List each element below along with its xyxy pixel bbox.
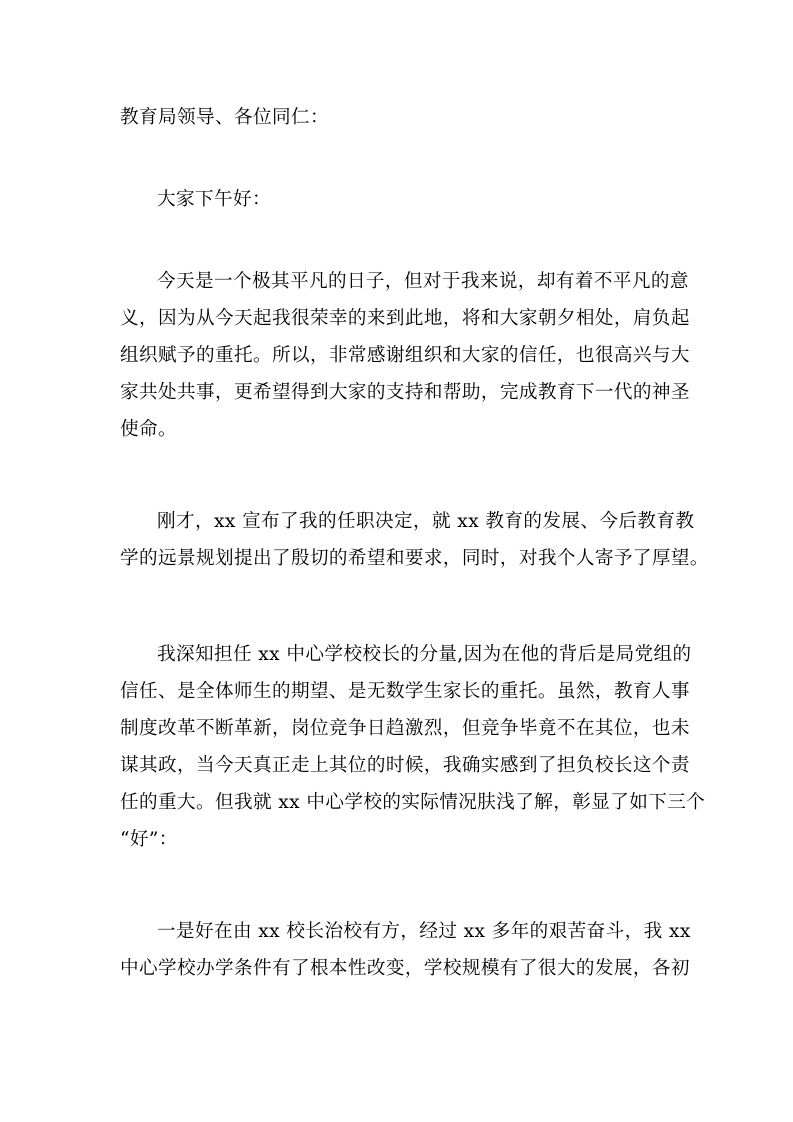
- greeting: 大家下午好：: [157, 189, 271, 210]
- paragraph-line: 信任、是全体师生的期望、是无数学生家长的重托。虽然，教育人事: [120, 681, 690, 702]
- paragraph-line: 刚才，xx 宣布了我的任职决定，就 xx 教育的发展、今后教育教: [157, 511, 695, 532]
- salutation: 教育局领导、各位同仁：: [120, 107, 329, 128]
- paragraph-line: 任的重大。但我就 xx 中心学校的实际情况肤浅了解，彰显了如下三个: [120, 792, 706, 813]
- paragraph-line: 谋其政，当今天真正走上其位的时候，我确实感到了担负校长这个责: [120, 755, 690, 776]
- paragraph-line: “好”：: [120, 829, 178, 850]
- paragraph-line: 我深知担任 xx 中心学校校长的分量,因为在他的背后是局党组的: [157, 644, 692, 665]
- paragraph-line: 组织赋予的重托。所以，非常感谢组织和大家的信任，也很高兴与大: [120, 345, 690, 366]
- paragraph-line: 学的远景规划提出了殷切的希望和要求，同时，对我个人寄予了厚望。: [120, 548, 709, 569]
- paragraph-line: 中心学校办学条件有了根本性改变，学校规模有了很大的发展，各初: [120, 958, 690, 979]
- paragraph-line: 今天是一个极其平凡的日子，但对于我来说，却有着不平凡的意: [157, 271, 689, 292]
- paragraph-line: 一是好在由 xx 校长治校有方，经过 xx 多年的艰苦奋斗，我 xx: [157, 921, 691, 942]
- paragraph-line: 家共处共事，更希望得到大家的支持和帮助，完成教育下一代的神圣: [120, 382, 690, 403]
- paragraph-line: 制度改革不断革新，岗位竞争日趋激烈，但竞争毕竟不在其位，也未: [120, 718, 690, 739]
- paragraph-line: 使命。: [120, 419, 177, 440]
- paragraph-line: 义，因为从今天起我很荣幸的来到此地，将和大家朝夕相处，肩负起: [120, 308, 690, 329]
